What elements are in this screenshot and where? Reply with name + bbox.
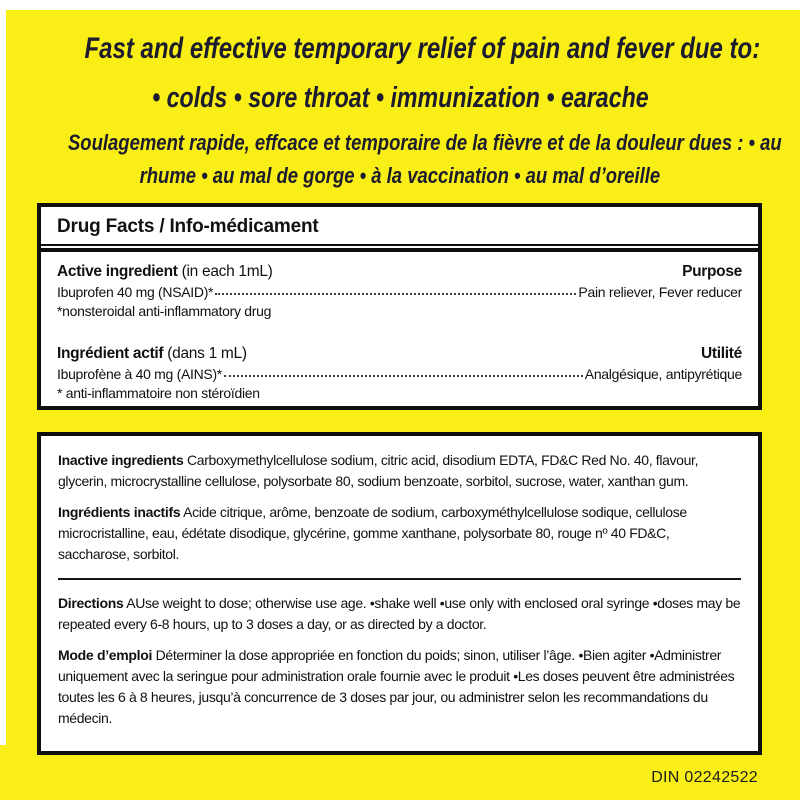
directions-text-fr: Déterminer la dose appropriée en fonction du poids; sinon, utiliser l’âge. •Bien agiter •Administrer uniquement avec la seringue pour administration orale fournie avec le produit •Les doses peuvent être administrées toutes les 6 à 8 heures, jusqu’à concurrence de 3 doses par jour, ou administrer selon les recommandations du médecin. <box>58 647 735 726</box>
nsaid-footnote-fr: * anti-inflammatoire non stéroïdien <box>57 385 260 401</box>
drug-facts-title: Drug Facts / Info-médicament <box>41 207 758 246</box>
active-ingredient-heading-row-fr <box>57 345 742 363</box>
inactive-ingredients-en <box>58 450 741 492</box>
headline-french <box>0 129 800 190</box>
ingredient-name-fr: Ibuprofène à 40 mg (AINS)* <box>57 366 222 382</box>
nsaid-footnote-en: *nonsteroidal anti-inflammatory drug <box>57 303 272 319</box>
purpose-label-fr: Utilité <box>701 345 742 362</box>
headline-english <box>0 30 800 116</box>
purpose-value-fr: Analgésique, antipyrétique <box>584 366 742 382</box>
drug-facts-box <box>37 203 762 410</box>
info-box-content <box>41 436 758 729</box>
ingredient-row-fr <box>57 366 742 382</box>
headline-en-line1-text: Fast and effective temporary relief of pain and fever due to: <box>84 32 761 65</box>
inactive-ingredients-label-en: Inactive ingredients <box>58 452 184 468</box>
headline-fr-line2 <box>0 162 800 190</box>
active-ingredient-section-fr <box>41 319 758 401</box>
headline-fr-line2-text: rhume • au mal de gorge • à la vaccination • au mal d’oreille <box>139 163 661 188</box>
active-ingredient-label-bold-en: Active ingredient <box>57 263 178 280</box>
headline-en-line1 <box>0 30 800 68</box>
headline-fr-line1-text: Soulagement rapide, effcace et temporaire de la fièvre et de la douleur dues : • au <box>67 130 782 155</box>
headline-fr-line1 <box>0 129 800 157</box>
purpose-label-en: Purpose <box>682 263 742 280</box>
inactive-ingredients-text-en: Carboxymethylcellulose sodium, citric acid, disodium EDTA, FD&C Red No. 40, flavour, glycerin, microcrystalline cellulose, polysorbate 80, sodium benzoate, sorbitol, sucrose, water, xanthan gum. <box>58 452 699 489</box>
directions-label-en: Directions <box>58 595 124 611</box>
purpose-value-en: Pain reliever, Fever reducer <box>578 284 742 300</box>
section-divider <box>58 578 741 580</box>
ingredient-row-en <box>57 284 742 300</box>
directions-label-fr: Mode d’emploi <box>58 647 153 663</box>
inactive-ingredients-fr <box>58 502 741 565</box>
active-ingredient-note-en: (in each 1mL) <box>177 263 273 280</box>
directions-fr <box>58 645 741 729</box>
active-ingredient-label-en <box>57 263 273 281</box>
din-number: DIN 02242522 <box>651 769 758 786</box>
active-ingredient-note-fr: (dans 1 mL) <box>163 345 247 362</box>
ingredient-name-en: Ibuprofen 40 mg (NSAID)* <box>57 284 214 300</box>
info-box <box>37 432 762 755</box>
directions-en <box>58 593 741 635</box>
headline-en-line2 <box>0 80 800 116</box>
label-background-corner <box>0 745 6 800</box>
active-ingredient-label-fr <box>57 345 247 363</box>
active-ingredient-section-en <box>41 252 758 319</box>
inactive-ingredients-text-fr: Acide citrique, arôme, benzoate de sodium, carboxyméthylcellulose sodique, cellulose microcristalline, eau, édétate disodique, glycérine, gomme xanthane, polysorbate 80, rouge nº 40 FD&C, saccharose, sorbitol. <box>58 504 687 562</box>
headline-en-line2-text: • colds • sore throat • immunization • earache <box>151 82 649 114</box>
active-ingredient-label-bold-fr: Ingrédient actif <box>57 345 164 362</box>
directions-text-en: AUse weight to dose; otherwise use age. •shake well •use only with enclosed oral syringe •doses may be repeated every 6-8 hours, up to 3 doses a day, or as directed by a doctor. <box>58 595 741 632</box>
active-ingredient-heading-row-en <box>57 263 742 281</box>
inactive-ingredients-label-fr: Ingrédients inactifs <box>58 504 181 520</box>
